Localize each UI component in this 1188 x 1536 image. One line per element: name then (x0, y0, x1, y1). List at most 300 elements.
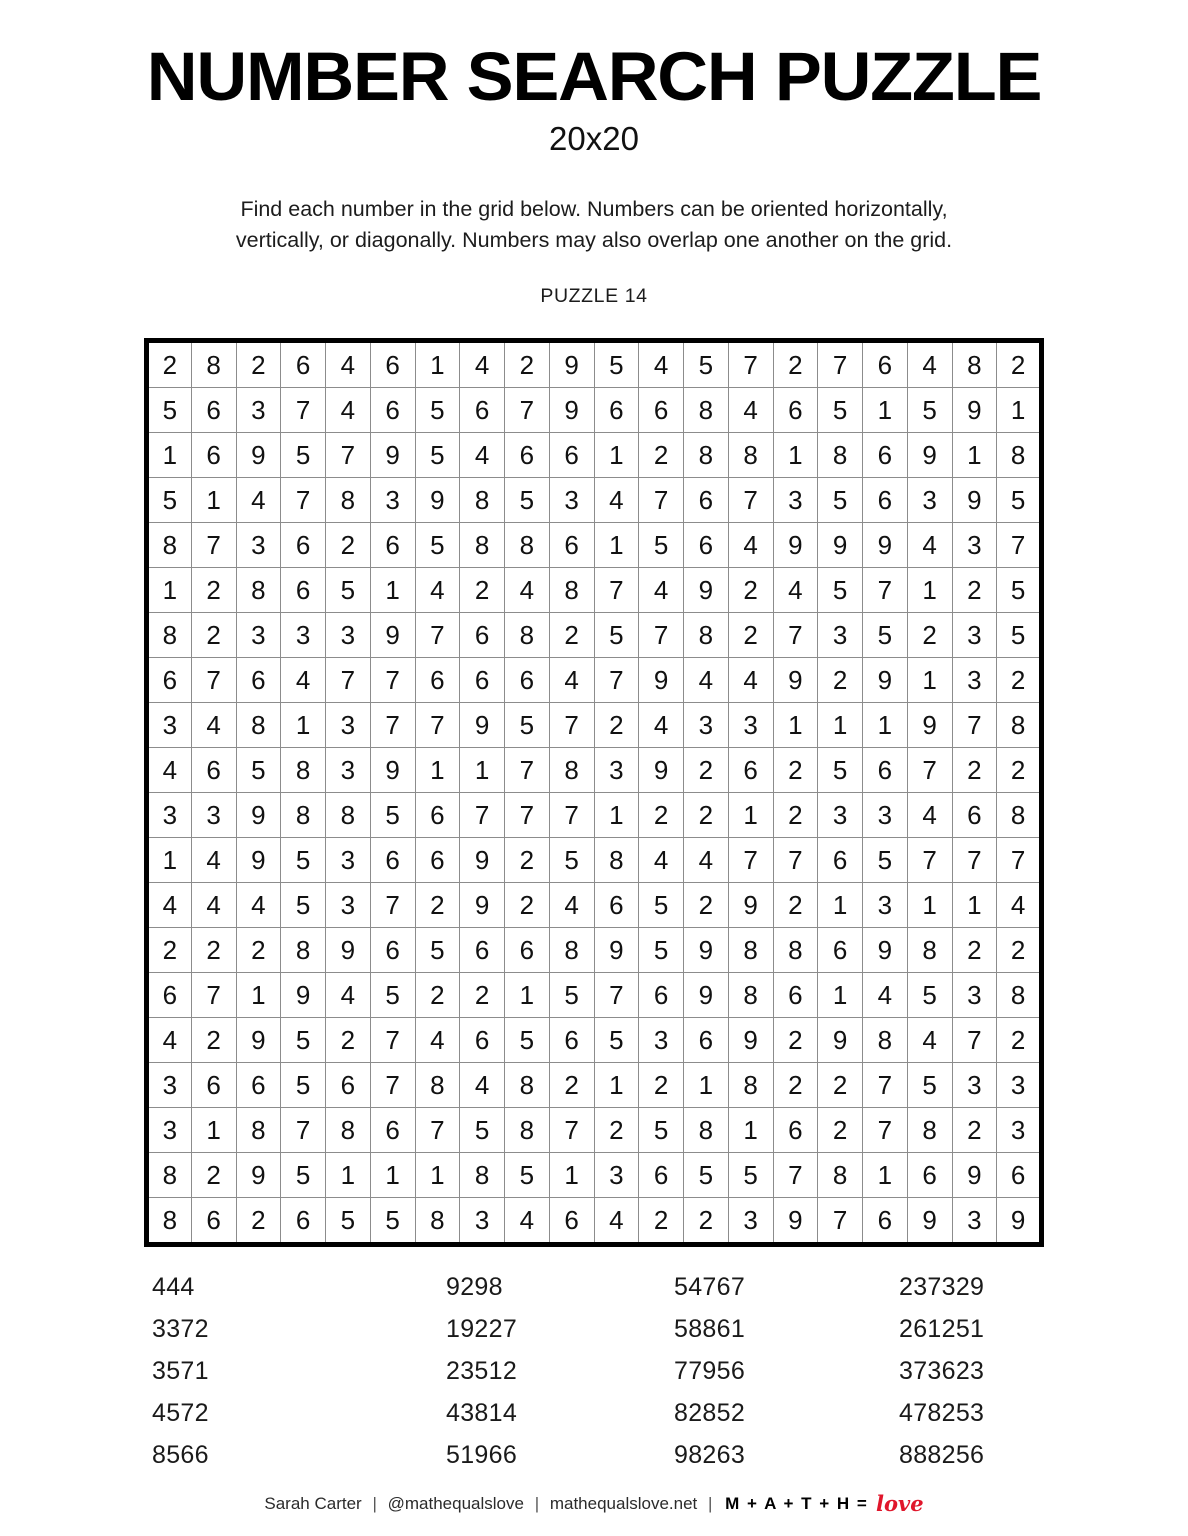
grid-cell[interactable]: 1 (684, 1063, 729, 1108)
grid-cell[interactable]: 5 (818, 568, 863, 613)
grid-cell[interactable]: 1 (594, 523, 639, 568)
grid-cell[interactable]: 7 (997, 523, 1042, 568)
grid-cell[interactable]: 6 (370, 523, 415, 568)
grid-cell[interactable]: 6 (773, 388, 818, 433)
grid-cell[interactable]: 5 (594, 341, 639, 388)
grid-cell[interactable]: 2 (728, 568, 773, 613)
grid-cell[interactable]: 8 (147, 1153, 192, 1198)
grid-cell[interactable]: 3 (863, 793, 908, 838)
grid-cell[interactable]: 1 (863, 1153, 908, 1198)
grid-cell[interactable]: 1 (326, 1153, 371, 1198)
grid-cell[interactable]: 7 (505, 748, 550, 793)
grid-cell[interactable]: 8 (147, 1198, 192, 1245)
number-list-item[interactable]: 98263 (674, 1441, 746, 1470)
grid-cell[interactable]: 6 (147, 658, 192, 703)
grid-cell[interactable]: 9 (952, 1153, 997, 1198)
grid-cell[interactable]: 5 (415, 928, 460, 973)
grid-cell[interactable]: 4 (460, 433, 505, 478)
grid-cell[interactable]: 7 (549, 703, 594, 748)
grid-cell[interactable]: 8 (415, 1198, 460, 1245)
grid-cell[interactable]: 7 (952, 703, 997, 748)
grid-cell[interactable]: 6 (728, 748, 773, 793)
grid-cell[interactable]: 7 (639, 613, 684, 658)
grid-cell[interactable]: 9 (684, 928, 729, 973)
grid-cell[interactable]: 6 (594, 883, 639, 928)
grid-cell[interactable]: 1 (370, 1153, 415, 1198)
grid-cell[interactable]: 6 (684, 523, 729, 568)
grid-cell[interactable]: 7 (370, 703, 415, 748)
grid-cell[interactable]: 2 (952, 1108, 997, 1153)
grid-cell[interactable]: 4 (415, 1018, 460, 1063)
number-list-item[interactable]: 19227 (446, 1315, 518, 1344)
grid-cell[interactable]: 8 (952, 341, 997, 388)
grid-cell[interactable]: 1 (728, 793, 773, 838)
grid-cell[interactable]: 1 (818, 703, 863, 748)
grid-cell[interactable]: 7 (952, 838, 997, 883)
grid-cell[interactable]: 1 (415, 1153, 460, 1198)
grid-cell[interactable]: 9 (773, 658, 818, 703)
grid-cell[interactable]: 1 (460, 748, 505, 793)
grid-cell[interactable]: 7 (863, 568, 908, 613)
grid-cell[interactable]: 2 (684, 748, 729, 793)
grid-cell[interactable]: 9 (907, 703, 952, 748)
grid-cell[interactable]: 9 (907, 1198, 952, 1245)
number-list-item[interactable]: 3571 (152, 1357, 209, 1386)
grid-cell[interactable]: 8 (997, 703, 1042, 748)
grid-cell[interactable]: 5 (818, 478, 863, 523)
grid-cell[interactable]: 5 (684, 1153, 729, 1198)
grid-cell[interactable]: 6 (460, 658, 505, 703)
grid-cell[interactable]: 8 (236, 568, 281, 613)
grid-cell[interactable]: 8 (997, 433, 1042, 478)
grid-cell[interactable]: 2 (773, 341, 818, 388)
grid-cell[interactable]: 6 (460, 613, 505, 658)
grid-cell[interactable]: 2 (326, 523, 371, 568)
grid-cell[interactable]: 8 (281, 928, 326, 973)
grid-cell[interactable]: 1 (907, 568, 952, 613)
grid-cell[interactable]: 6 (370, 928, 415, 973)
grid-cell[interactable]: 6 (326, 1063, 371, 1108)
grid-cell[interactable]: 5 (281, 838, 326, 883)
grid-cell[interactable]: 8 (863, 1018, 908, 1063)
grid-cell[interactable]: 5 (281, 883, 326, 928)
grid-cell[interactable]: 7 (863, 1108, 908, 1153)
grid-cell[interactable]: 4 (907, 793, 952, 838)
grid-cell[interactable]: 3 (728, 703, 773, 748)
grid-cell[interactable]: 3 (370, 478, 415, 523)
number-list-item[interactable]: 261251 (899, 1315, 985, 1344)
grid-cell[interactable]: 9 (370, 613, 415, 658)
grid-cell[interactable]: 1 (147, 838, 192, 883)
grid-cell[interactable]: 1 (773, 433, 818, 478)
grid-cell[interactable]: 8 (549, 748, 594, 793)
grid-cell[interactable]: 3 (997, 1063, 1042, 1108)
grid-cell[interactable]: 3 (639, 1018, 684, 1063)
grid-cell[interactable]: 6 (997, 1153, 1042, 1198)
grid-cell[interactable]: 4 (549, 883, 594, 928)
grid-cell[interactable]: 5 (863, 613, 908, 658)
grid-cell[interactable]: 8 (907, 928, 952, 973)
grid-cell[interactable]: 9 (728, 1018, 773, 1063)
grid-cell[interactable]: 2 (997, 748, 1042, 793)
grid-cell[interactable]: 4 (281, 658, 326, 703)
grid-cell[interactable]: 5 (505, 1018, 550, 1063)
grid-cell[interactable]: 1 (818, 883, 863, 928)
grid-cell[interactable]: 7 (505, 793, 550, 838)
grid-cell[interactable]: 2 (818, 1108, 863, 1153)
grid-cell[interactable]: 6 (594, 388, 639, 433)
grid-cell[interactable]: 5 (415, 388, 460, 433)
grid-cell[interactable]: 7 (415, 613, 460, 658)
grid-cell[interactable]: 8 (281, 793, 326, 838)
grid-cell[interactable]: 4 (907, 1018, 952, 1063)
grid-cell[interactable]: 1 (370, 568, 415, 613)
grid-cell[interactable]: 8 (549, 568, 594, 613)
grid-cell[interactable]: 8 (997, 973, 1042, 1018)
grid-cell[interactable]: 8 (728, 928, 773, 973)
grid-cell[interactable]: 2 (505, 341, 550, 388)
grid-cell[interactable]: 4 (236, 478, 281, 523)
grid-cell[interactable]: 7 (549, 1108, 594, 1153)
grid-cell[interactable]: 8 (818, 1153, 863, 1198)
grid-cell[interactable]: 7 (863, 1063, 908, 1108)
number-list-item[interactable]: 373623 (899, 1357, 985, 1386)
grid-cell[interactable]: 5 (997, 613, 1042, 658)
grid-cell[interactable]: 3 (147, 1108, 192, 1153)
grid-cell[interactable]: 2 (684, 883, 729, 928)
grid-cell[interactable]: 7 (773, 1153, 818, 1198)
grid-cell[interactable]: 7 (549, 793, 594, 838)
grid-cell[interactable]: 2 (639, 1198, 684, 1245)
grid-cell[interactable]: 3 (147, 793, 192, 838)
grid-cell[interactable]: 6 (863, 433, 908, 478)
grid-cell[interactable]: 2 (191, 1153, 236, 1198)
grid-cell[interactable]: 5 (236, 748, 281, 793)
number-list-item[interactable]: 3372 (152, 1315, 209, 1344)
grid-cell[interactable]: 1 (147, 568, 192, 613)
grid-cell[interactable]: 6 (415, 838, 460, 883)
grid-cell[interactable]: 8 (728, 433, 773, 478)
grid-cell[interactable]: 3 (952, 523, 997, 568)
grid-cell[interactable]: 9 (684, 973, 729, 1018)
grid-cell[interactable]: 6 (460, 928, 505, 973)
grid-cell[interactable]: 5 (639, 928, 684, 973)
grid-cell[interactable]: 7 (370, 658, 415, 703)
grid-cell[interactable]: 6 (549, 1198, 594, 1245)
grid-cell[interactable]: 8 (281, 748, 326, 793)
grid-cell[interactable]: 6 (684, 1018, 729, 1063)
grid-cell[interactable]: 9 (952, 478, 997, 523)
grid-cell[interactable]: 8 (415, 1063, 460, 1108)
grid-cell[interactable]: 1 (773, 703, 818, 748)
grid-cell[interactable]: 1 (863, 388, 908, 433)
number-list-item[interactable]: 4572 (152, 1399, 209, 1428)
grid-cell[interactable]: 5 (370, 793, 415, 838)
grid-cell[interactable]: 1 (415, 748, 460, 793)
grid-cell[interactable]: 7 (191, 973, 236, 1018)
grid-cell[interactable]: 7 (907, 748, 952, 793)
grid-cell[interactable]: 3 (728, 1198, 773, 1245)
grid-cell[interactable]: 3 (952, 973, 997, 1018)
grid-cell[interactable]: 1 (952, 883, 997, 928)
grid-cell[interactable]: 4 (505, 1198, 550, 1245)
grid-cell[interactable]: 2 (639, 1063, 684, 1108)
grid-cell[interactable]: 4 (728, 388, 773, 433)
grid-cell[interactable]: 4 (549, 658, 594, 703)
number-list-item[interactable]: 54767 (674, 1273, 746, 1302)
grid-cell[interactable]: 3 (952, 613, 997, 658)
grid-cell[interactable]: 3 (684, 703, 729, 748)
grid-cell[interactable]: 9 (549, 341, 594, 388)
grid-cell[interactable]: 6 (191, 433, 236, 478)
number-list-item[interactable]: 58861 (674, 1315, 746, 1344)
grid-cell[interactable]: 4 (684, 838, 729, 883)
grid-cell[interactable]: 2 (639, 433, 684, 478)
grid-cell[interactable]: 3 (907, 478, 952, 523)
grid-cell[interactable]: 2 (460, 568, 505, 613)
grid-cell[interactable]: 6 (863, 478, 908, 523)
grid-cell[interactable]: 2 (191, 928, 236, 973)
grid-cell[interactable]: 2 (236, 928, 281, 973)
grid-cell[interactable]: 5 (728, 1153, 773, 1198)
number-list-item[interactable]: 43814 (446, 1399, 518, 1428)
grid-cell[interactable]: 7 (594, 568, 639, 613)
grid-cell[interactable]: 6 (684, 478, 729, 523)
grid-cell[interactable]: 9 (639, 748, 684, 793)
grid-cell[interactable]: 4 (460, 341, 505, 388)
grid-cell[interactable]: 6 (818, 928, 863, 973)
grid-cell[interactable]: 1 (147, 433, 192, 478)
grid-cell[interactable]: 2 (147, 341, 192, 388)
grid-cell[interactable]: 9 (236, 838, 281, 883)
grid-cell[interactable]: 1 (191, 1108, 236, 1153)
grid-cell[interactable]: 5 (326, 568, 371, 613)
grid-cell[interactable]: 6 (639, 1153, 684, 1198)
grid-cell[interactable]: 7 (281, 478, 326, 523)
grid-cell[interactable]: 2 (818, 1063, 863, 1108)
grid-cell[interactable]: 2 (997, 928, 1042, 973)
grid-cell[interactable]: 8 (326, 478, 371, 523)
grid-cell[interactable]: 2 (236, 1198, 281, 1245)
grid-cell[interactable]: 2 (191, 613, 236, 658)
grid-cell[interactable]: 9 (236, 433, 281, 478)
grid-cell[interactable]: 9 (236, 793, 281, 838)
grid-cell[interactable]: 5 (818, 748, 863, 793)
grid-cell[interactable]: 5 (907, 388, 952, 433)
grid-cell[interactable]: 4 (907, 341, 952, 388)
grid-cell[interactable]: 1 (728, 1108, 773, 1153)
grid-cell[interactable]: 4 (326, 973, 371, 1018)
grid-cell[interactable]: 7 (370, 883, 415, 928)
grid-cell[interactable]: 6 (863, 341, 908, 388)
number-search-grid[interactable] (144, 338, 1044, 1247)
grid-cell[interactable]: 7 (415, 1108, 460, 1153)
number-list-item[interactable]: 888256 (899, 1441, 985, 1470)
grid-cell[interactable]: 4 (997, 883, 1042, 928)
grid-cell[interactable]: 4 (326, 341, 371, 388)
grid-cell[interactable]: 3 (326, 748, 371, 793)
grid-cell[interactable]: 9 (684, 568, 729, 613)
grid-cell[interactable]: 2 (773, 1018, 818, 1063)
grid-cell[interactable]: 6 (147, 973, 192, 1018)
grid-cell[interactable]: 4 (773, 568, 818, 613)
grid-cell[interactable]: 6 (281, 1198, 326, 1245)
grid-cell[interactable]: 1 (415, 341, 460, 388)
grid-cell[interactable]: 6 (505, 928, 550, 973)
grid-cell[interactable]: 2 (997, 658, 1042, 703)
grid-cell[interactable]: 1 (863, 703, 908, 748)
grid-cell[interactable]: 6 (773, 973, 818, 1018)
grid-cell[interactable]: 2 (728, 613, 773, 658)
grid-cell[interactable]: 3 (147, 703, 192, 748)
grid-cell[interactable]: 2 (684, 1198, 729, 1245)
grid-cell[interactable]: 9 (952, 388, 997, 433)
grid-cell[interactable]: 7 (818, 1198, 863, 1245)
grid-cell[interactable]: 4 (639, 568, 684, 613)
grid-cell[interactable]: 2 (326, 1018, 371, 1063)
grid-cell[interactable]: 6 (818, 838, 863, 883)
grid-cell[interactable]: 6 (191, 1198, 236, 1245)
number-list-item[interactable]: 82852 (674, 1399, 746, 1428)
grid-cell[interactable]: 2 (773, 748, 818, 793)
grid-cell[interactable]: 2 (460, 973, 505, 1018)
grid-cell[interactable]: 6 (863, 748, 908, 793)
grid-cell[interactable]: 9 (773, 523, 818, 568)
grid-cell[interactable]: 7 (191, 523, 236, 568)
grid-cell[interactable]: 1 (818, 973, 863, 1018)
grid-cell[interactable]: 7 (460, 793, 505, 838)
grid-cell[interactable]: 5 (549, 838, 594, 883)
grid-cell[interactable]: 3 (952, 1063, 997, 1108)
grid-cell[interactable]: 2 (773, 883, 818, 928)
grid-cell[interactable]: 3 (594, 748, 639, 793)
grid-cell[interactable]: 4 (639, 703, 684, 748)
grid-cell[interactable]: 3 (326, 613, 371, 658)
grid-cell[interactable]: 8 (997, 793, 1042, 838)
grid-cell[interactable]: 8 (684, 613, 729, 658)
grid-cell[interactable]: 5 (147, 388, 192, 433)
grid-cell[interactable]: 8 (236, 703, 281, 748)
grid-cell[interactable]: 9 (549, 388, 594, 433)
grid-cell[interactable]: 9 (370, 748, 415, 793)
number-list-item[interactable]: 237329 (899, 1273, 985, 1302)
grid-cell[interactable]: 5 (684, 341, 729, 388)
grid-cell[interactable]: 8 (907, 1108, 952, 1153)
grid-cell[interactable]: 4 (594, 1198, 639, 1245)
grid-cell[interactable]: 5 (594, 613, 639, 658)
grid-cell[interactable]: 9 (460, 883, 505, 928)
grid-cell[interactable]: 7 (281, 388, 326, 433)
grid-cell[interactable]: 9 (997, 1198, 1042, 1245)
grid-cell[interactable]: 5 (415, 433, 460, 478)
grid-cell[interactable]: 6 (773, 1108, 818, 1153)
grid-cell[interactable]: 6 (415, 793, 460, 838)
grid-cell[interactable]: 6 (863, 1198, 908, 1245)
grid-cell[interactable]: 6 (370, 1108, 415, 1153)
grid-cell[interactable]: 3 (773, 478, 818, 523)
grid-cell[interactable]: 9 (326, 928, 371, 973)
grid-cell[interactable]: 5 (997, 478, 1042, 523)
grid-cell[interactable]: 2 (818, 658, 863, 703)
grid-cell[interactable]: 7 (728, 838, 773, 883)
grid-cell[interactable]: 3 (236, 388, 281, 433)
grid-cell[interactable]: 5 (907, 1063, 952, 1108)
grid-cell[interactable]: 6 (191, 388, 236, 433)
grid-cell[interactable]: 9 (863, 928, 908, 973)
grid-cell[interactable]: 5 (370, 1198, 415, 1245)
grid-cell[interactable]: 8 (684, 388, 729, 433)
grid-cell[interactable]: 4 (147, 883, 192, 928)
grid-cell[interactable]: 8 (460, 1153, 505, 1198)
grid-cell[interactable]: 7 (952, 1018, 997, 1063)
grid-cell[interactable]: 8 (191, 341, 236, 388)
grid-cell[interactable]: 1 (191, 478, 236, 523)
grid-cell[interactable]: 3 (549, 478, 594, 523)
number-list-item[interactable]: 77956 (674, 1357, 746, 1386)
grid-cell[interactable]: 5 (326, 1198, 371, 1245)
grid-cell[interactable]: 2 (997, 1018, 1042, 1063)
grid-cell[interactable]: 3 (147, 1063, 192, 1108)
grid-cell[interactable]: 7 (773, 838, 818, 883)
grid-cell[interactable]: 9 (863, 658, 908, 703)
grid-cell[interactable]: 2 (191, 1018, 236, 1063)
grid-cell[interactable]: 6 (236, 1063, 281, 1108)
grid-cell[interactable]: 1 (952, 433, 997, 478)
grid-cell[interactable]: 9 (460, 703, 505, 748)
grid-cell[interactable]: 8 (326, 793, 371, 838)
grid-cell[interactable]: 7 (370, 1063, 415, 1108)
grid-cell[interactable]: 7 (594, 973, 639, 1018)
grid-cell[interactable]: 9 (594, 928, 639, 973)
grid-cell[interactable]: 5 (281, 1063, 326, 1108)
grid-cell[interactable]: 7 (505, 388, 550, 433)
grid-cell[interactable]: 7 (728, 478, 773, 523)
grid-cell[interactable]: 6 (505, 658, 550, 703)
grid-cell[interactable]: 8 (460, 478, 505, 523)
grid-cell[interactable]: 1 (594, 793, 639, 838)
grid-cell[interactable]: 4 (236, 883, 281, 928)
grid-cell[interactable]: 9 (728, 883, 773, 928)
grid-cell[interactable]: 2 (415, 883, 460, 928)
grid-cell[interactable]: 8 (549, 928, 594, 973)
grid-cell[interactable]: 2 (952, 568, 997, 613)
grid-cell[interactable]: 1 (236, 973, 281, 1018)
grid-cell[interactable]: 5 (505, 1153, 550, 1198)
grid-cell[interactable]: 1 (997, 388, 1042, 433)
grid-cell[interactable]: 4 (863, 973, 908, 1018)
grid-cell[interactable]: 8 (505, 1108, 550, 1153)
grid-cell[interactable]: 4 (907, 523, 952, 568)
grid-cell[interactable]: 2 (773, 793, 818, 838)
grid-cell[interactable]: 6 (549, 433, 594, 478)
grid-cell[interactable]: 5 (370, 973, 415, 1018)
grid-cell[interactable]: 8 (505, 1063, 550, 1108)
grid-cell[interactable]: 6 (952, 793, 997, 838)
grid-cell[interactable]: 9 (460, 838, 505, 883)
grid-cell[interactable]: 3 (863, 883, 908, 928)
grid-cell[interactable]: 1 (281, 703, 326, 748)
grid-cell[interactable]: 2 (505, 883, 550, 928)
grid-cell[interactable]: 2 (684, 793, 729, 838)
grid-cell[interactable]: 6 (191, 748, 236, 793)
grid-cell[interactable]: 7 (907, 838, 952, 883)
grid-cell[interactable]: 4 (505, 568, 550, 613)
grid-cell[interactable]: 2 (997, 341, 1042, 388)
grid-cell[interactable]: 7 (415, 703, 460, 748)
grid-cell[interactable]: 6 (281, 341, 326, 388)
grid-cell[interactable]: 2 (594, 1108, 639, 1153)
grid-cell[interactable]: 6 (370, 341, 415, 388)
